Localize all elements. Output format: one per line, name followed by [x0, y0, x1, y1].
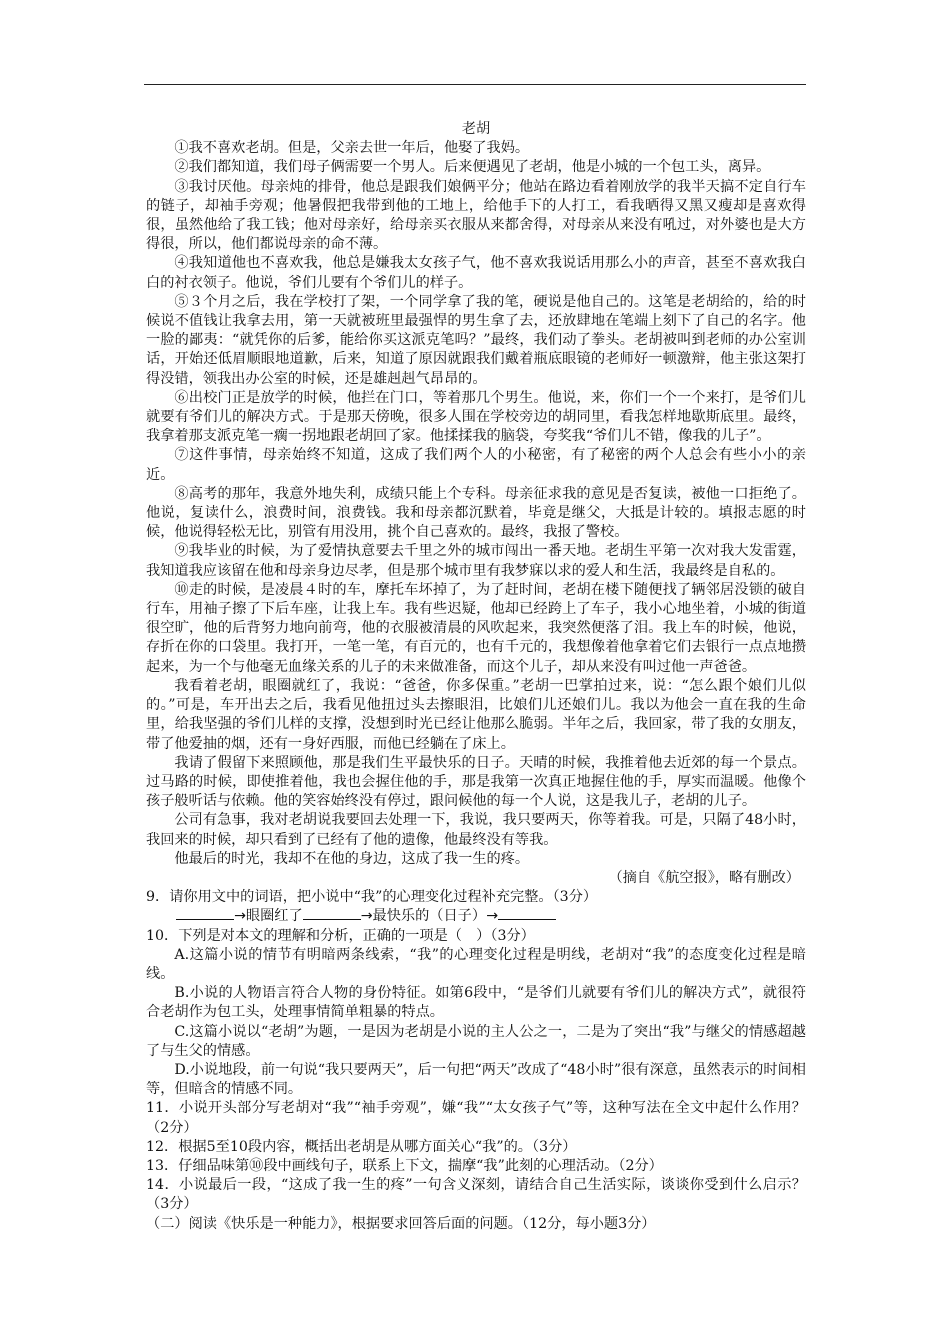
paragraph-7: ⑦这件事情，母亲始终不知道，这成了我们两个人的小秘密，有了秘密的两个人总会有些小小的亲近。	[146, 447, 806, 483]
answer-blank-3[interactable]	[498, 907, 556, 920]
paragraph-6: ⑥出校门正是放学的时候，他拦在门口，等着那几个男生。他说，来，你们一个一个来打，是爷们儿就要有爷们儿的解决方式。于是那天傍晚，很多人围在学校旁边的胡同里，看我怎样地歇斯底里。最终，我拿着那支派克笔一瘸一拐地跟老胡回了家。他揉揉我的脑袋，夸奖我“爷们儿不错，像我的儿子”。	[146, 389, 806, 445]
answer-blank-2[interactable]	[303, 907, 361, 920]
option-a: A.这篇小说的情节有明暗两条线索，“我”的心理变化过程是明线，老胡对“我”的态度变化过程是暗线。	[146, 946, 806, 982]
paragraph-3: ③我讨厌他。母亲炖的排骨，他总是跟我们娘俩平分；他站在路边看着刚放学的我半天搞不定自行车的链子，却袖手旁观；他暑假把我带到他的工地上，给他手下的人打工，看我晒得又黑又瘦却是喜欢得很，虽然他给了我工钱；他对母亲好，给母亲买衣服从来都舍得，对母亲从来没有吼过，对外婆也是大方得很，所以，他们都说母亲的命不薄。	[146, 178, 806, 253]
arrow-icon: →	[486, 908, 498, 925]
section-2-prefix: （二）阅读	[146, 1215, 217, 1232]
question-10: 10．下列是对本文的理解和分析，正确的一项是（ ）（3分）	[146, 927, 535, 944]
paragraph-5: ⑤３个月之后，我在学校打了架，一个同学拿了我的笔，硬说是他自己的。这笔是老胡给的，给的时候说不值钱让我拿去用，第一天就被班里最强悍的男生拿了去，还放肆地在笔端上刻下了自己的名字。他一脸的鄙夷：“就凭你的后爹，能给你买这派克笔吗？”最终，我们动了拳头。老胡被叫到老师的办公室训话，开始还低眉顺眼地道歉，后来，知道了原因就跟我们戴着瓶底眼镜的老师好一顿激辩，他主张这架打得没错，领我出办公室的时候，还是雄赳赳气昂昂的。	[146, 293, 806, 387]
question-14: 14．小说最后一段，“这成了我一生的疼”一句含义深刻，请结合自己生活实际，谈谈你受到什么启示？（3分）	[146, 1177, 806, 1213]
paragraph-9: ⑨我毕业的时候，为了爱情执意要去千里之外的城市闯出一番天地。老胡生平第一次对我大发雷霆，我知道我应该留在他和母亲身边尽孝，但是那个城市里有我梦寐以求的爱人和生活，我最终是自私的。	[146, 543, 806, 579]
paragraph-11: 我看着老胡，眼圈就红了，我说：“爸爸，你多保重。”老胡一巴掌拍过来，说：“怎么跟个娘们儿似的。”可是，车开出去之后，我看见他扭过头去擦眼泪，比娘们儿还娘们儿。我以为他会一直在我的生命里，给我坚强的爷们儿样的支撑，没想到时光已经让他那么脆弱。半年之后，我回家，带了我的女朋友，带了他爱抽的烟，还有一身好西服，而他已经躺在了床上。	[146, 677, 806, 752]
document-body	[146, 120, 806, 1234]
arrow-icon: →	[234, 908, 246, 925]
paragraph-13: 公司有急事，我对老胡说我要回去处理一下，我说，我只要两天，你等着我。可是，只隔了48小时，我回来的时候，却只看到了已经有了他的遗像，他最终没有等我。	[146, 812, 806, 848]
option-c: C.这篇小说以“老胡”为题，一是因为老胡是小说的主人公之一，二是为了突出“我”与继父的情感超越了与生父的情感。	[146, 1023, 806, 1059]
question-13: 13．仔细品味第⑩段中画线句子，联系上下文，揣摩“我”此刻的心理活动。（2分）	[146, 1157, 663, 1174]
paragraph-1: ①我不喜欢老胡。但是，父亲去世一年后，他娶了我妈。	[174, 140, 530, 157]
question-9: 9．请你用文中的词语，把小说中“我”的心理变化过程补充完整。（3分）	[146, 889, 598, 906]
section-2-book-title: 《快乐是一种能力》	[216, 1215, 338, 1232]
answer-blank-1[interactable]	[176, 907, 234, 920]
option-b: B.小说的人物语言符合人物的身份特征。如第6段中，“是爷们儿就要有爷们儿的解决方式”，就很符合老胡作为包工头，处理事情简单粗暴的特点。	[146, 985, 806, 1021]
chain-step-2: 最快乐的（日子）	[372, 908, 487, 925]
paragraph-4: ④我知道他也不喜欢我，他总是嫌我太女孩子气，他不喜欢我说话用那么小的声音，甚至不喜欢我白白的衬衣领子。他说，爷们儿要有个爷们儿的样子。	[146, 255, 806, 291]
paragraph-2: ②我们都知道，我们母子俩需要一个男人。后来便遇见了老胡，他是小城的一个包工头，离异。	[174, 159, 771, 176]
question-12: 12．根据5至10段内容，概括出老胡是从哪方面关心“我”的。（3分）	[146, 1138, 577, 1155]
header-rule	[144, 84, 806, 85]
paragraph-10: ⑩走的时候，是凌晨４时的车，摩托车坏掉了，为了赶时间，老胡在楼下随便找了辆邻居没锁的破自行车，用袖子擦了下后车座，让我上车。我有些迟疑，他却已经跨上了车子，我小心地坐着，小城的街道很空旷，他的后背努力地向前弯，他的衣服被清晨的风吹起来，我突然便落了泪。我上车的时候，他说，存折在你的口袋里。我打开，一笔一笔，有百元的，也有千元的，我想像着他拿着它们去银行一点点地攒起来，为一个与他毫无血缘关系的儿子的未来做准备，而这个儿子，却从来没有叫过他一声爸爸。	[146, 581, 806, 675]
question-11: 11．小说开头部分写老胡对“我”“袖手旁观”，嫌“我”“太女孩子气”等，这种写法在全文中起什么作用？（2分）	[146, 1100, 806, 1136]
article-title: 老胡	[461, 121, 491, 137]
paragraph-8: ⑧高考的那年，我意外地失利，成绩只能上个专科。母亲征求我的意见是否复读，被他一口拒绝了。他说，复读什么，浪费时间，浪费钱。我和母亲都沉默着，毕竟是继父，大抵是计较的。填报志愿的时候，他说得轻松无比，别管有用没用，挑个自己喜欢的。最终，我报了警校。	[146, 485, 806, 541]
question-9-chain	[146, 907, 806, 926]
article-source: （摘自《航空报》，略有删改）	[608, 869, 800, 886]
arrow-icon: →	[360, 908, 373, 925]
chain-step-1: 眼圈红了	[245, 908, 303, 925]
option-d: D.小说地段，前一句说“我只要两天”，后一句把“两天”改成了“48小时”很有深意，虽然表示的时间相等，但暗含的情感不同。	[146, 1061, 806, 1098]
paragraph-14: 他最后的时光，我却不在他的身边，这成了我一生的疼。	[174, 850, 530, 867]
section-2-heading	[146, 1215, 806, 1234]
paragraph-12: 我请了假留下来照顾他，那是我们生平最快乐的日子。天晴的时候，我推着他去近郊的每一个景点。过马路的时候，即使推着他，我也会握住他的手，那是我第一次真正地握住他的手，厚实而温暖。他像个孩子般听话与依赖。他的笑容始终没有停过，跟问候他的每一个人说，这是我儿子，老胡的儿子。	[146, 754, 806, 810]
section-2-suffix: ，根据要求回答后面的问题。（12分，每小题3分）	[337, 1215, 656, 1232]
